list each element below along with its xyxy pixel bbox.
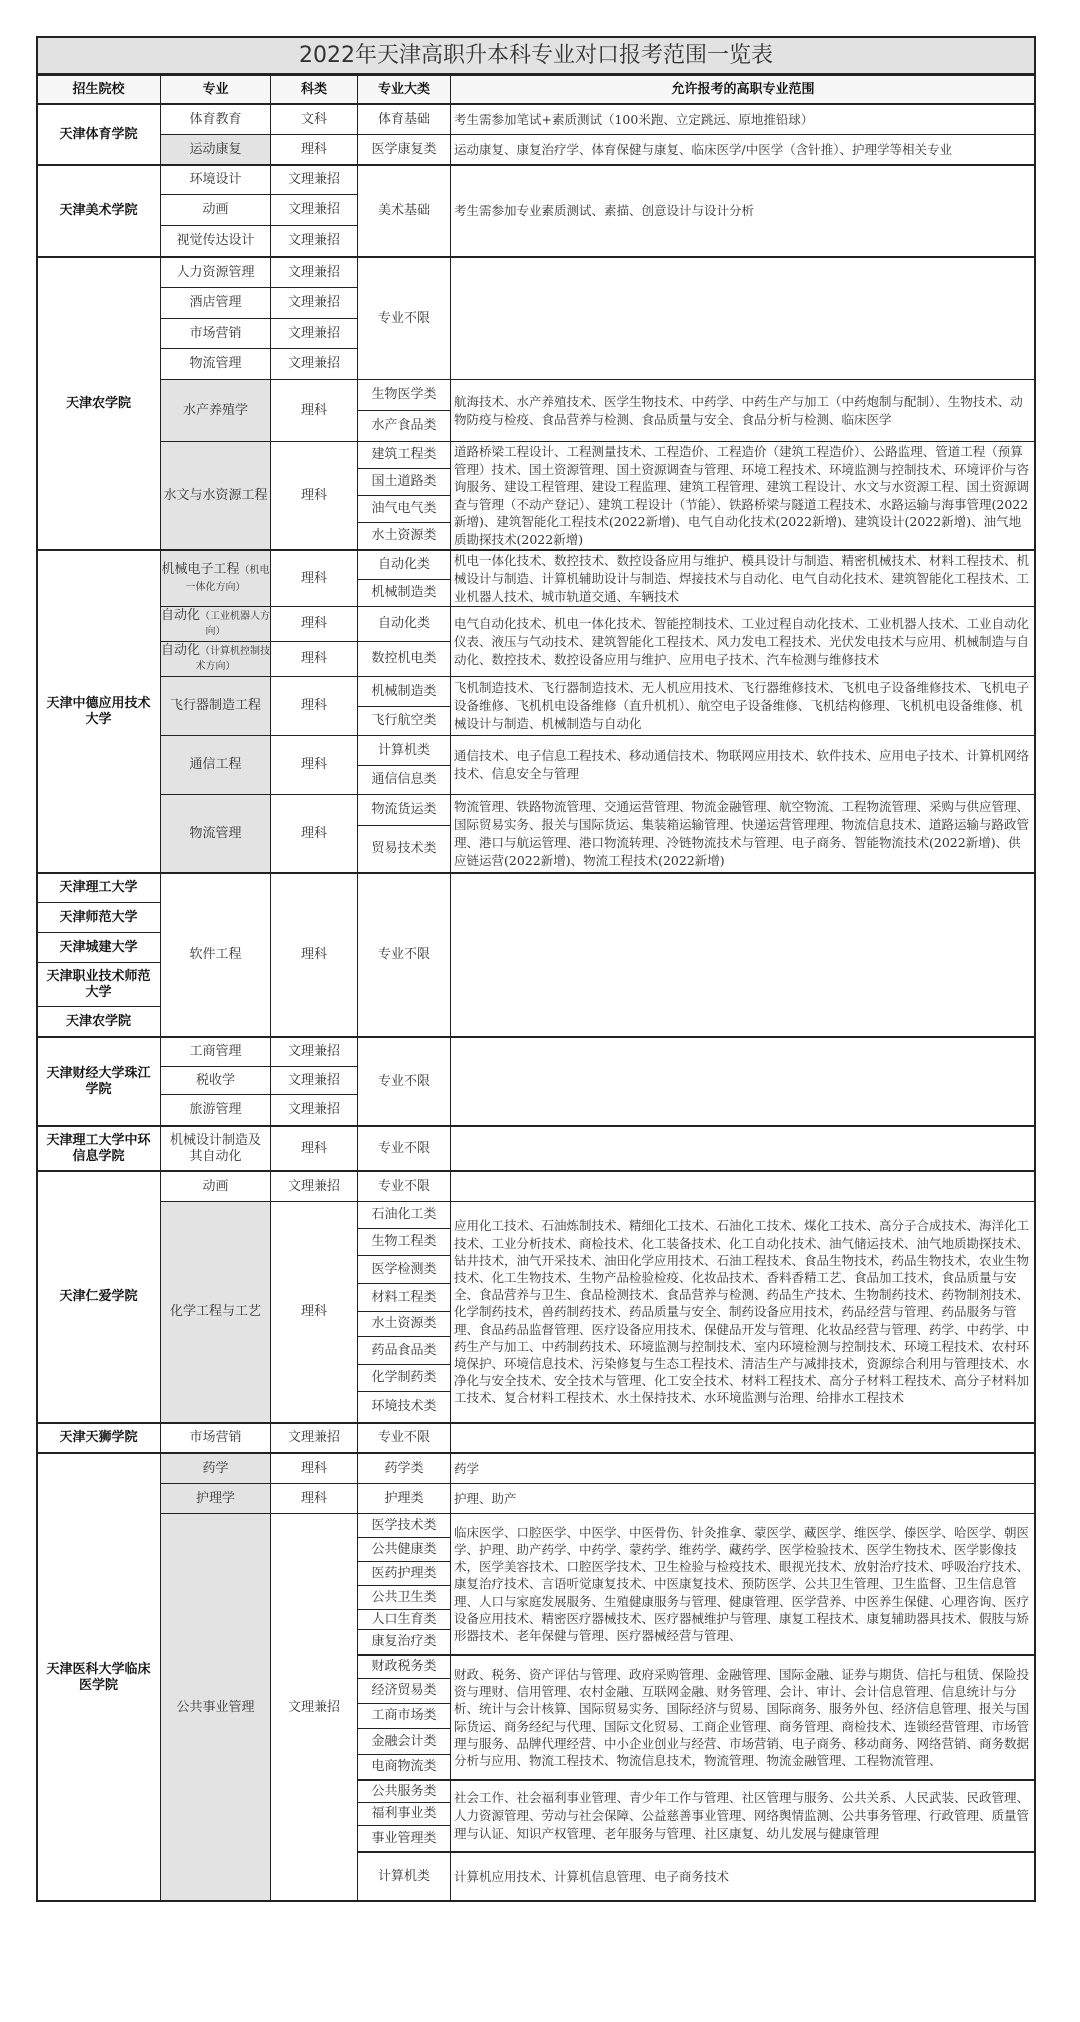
school-cell: 天津体育学院	[36, 104, 161, 165]
major-note: （工业机器人方向）	[200, 611, 271, 637]
major-cell: 软件工程	[160, 872, 271, 1037]
major-cell: 税收学	[160, 1066, 271, 1095]
field-cell: 通信信息类	[357, 765, 451, 795]
range-cell: 飞机制造技术、飞行器制造技术、无人机应用技术、飞行器维修技术、飞机电子设备维修技术、飞机电子设备维修、飞机机电设备维修（直升机机）、航空电子设备维修、飞机结构修理、飞机机电设备维修、机械设计与制造、机械制造与自动化	[450, 676, 1036, 736]
major-cell	[160, 549, 271, 607]
major-cell: 市场营销	[160, 1422, 271, 1453]
range-cell: 道路桥梁工程设计、工程测量技术、工程造价、工程造价（建筑工程造价）、公路监理、管道工程（预算管理）技术、国土资源管理、国土资源调查与管理、环境工程技术、环境监测与控制技术、环境评价与咨询服务、建设工程管理、建设工程监理、建筑工程管理、建筑工程设计、水文与水资源工程、国土资源调查与管理（不动产登记）、建筑工程设计（节能）、铁路桥梁与隧道工程技术、水路运输与海事管理(2022新增)、建筑智能化工程技术(2022新增)、电气自动化技术(2022新增)、建筑设计(2022新增)、油气地质勘探技术(2022新增)	[450, 441, 1036, 550]
category-cell: 文理兼招	[270, 1170, 358, 1202]
major-cell	[160, 606, 271, 642]
range-cell: 护理、助产	[450, 1483, 1036, 1514]
range-cell: 电气自动化技术、机电一体化技术、智能控制技术、工业过程自动化技术、工业机器人技术、工业自动化仪表、液压与气动技术、建筑智能化工程技术、风力发电工程技术、光伏发电技术与应用、机械制造与自动化、数控技术、数控设备应用与维护、应用电子技术、汽车检测与维修技术	[450, 606, 1036, 677]
category-cell: 文理兼招	[270, 1422, 358, 1453]
field-cell: 公共卫生类	[357, 1585, 451, 1610]
range-cell	[450, 256, 1036, 380]
range-cell: 运动康复、康复治疗学、体育保健与康复、临床医学/中医学（含针推）、护理学等相关专业	[450, 134, 1036, 165]
range-cell	[450, 872, 1036, 1037]
category-cell: 理科	[270, 1125, 358, 1171]
field-cell: 计算机类	[357, 1851, 451, 1902]
field-cell: 物流货运类	[357, 794, 451, 826]
major-cell: 市场营销	[160, 318, 271, 349]
range-cell: 航海技术、水产养殖技术、医学生物技术、中药学、中药生产与加工（中药炮制与配制）、生物技术、动物防疫与检疫、食品营养与检测、食品质量与安全、食品分析与检测、临床医学	[450, 379, 1036, 442]
field-cell: 康复治疗类	[357, 1629, 451, 1655]
field-cell: 机械制造类	[357, 676, 451, 707]
school-cell: 天津中德应用技术大学	[36, 549, 161, 873]
category-cell: 文科	[270, 104, 358, 135]
field-cell: 药学类	[357, 1452, 451, 1484]
field-cell: 数控机电类	[357, 641, 451, 677]
field-cell: 水土资源类	[357, 522, 451, 550]
field-cell: 财政税务类	[357, 1654, 451, 1679]
field-cell: 自动化类	[357, 606, 451, 642]
header-category: 科类	[270, 74, 358, 105]
school-cell: 天津农学院	[36, 256, 161, 550]
category-cell: 文理兼招	[270, 348, 358, 380]
major-cell: 药学	[160, 1452, 271, 1484]
field-cell: 公共服务类	[357, 1779, 451, 1803]
field-cell: 医药护理类	[357, 1561, 451, 1586]
field-cell: 美术基础	[357, 164, 451, 257]
major-cell: 护理学	[160, 1483, 271, 1514]
category-cell: 理科	[270, 1483, 358, 1514]
category-cell: 理科	[270, 549, 358, 607]
header-range: 允许报考的高职专业范围	[450, 74, 1036, 105]
major-cell: 物流管理	[160, 794, 271, 873]
range-cell: 考生需参加专业素质测试、素描、创意设计与设计分析	[450, 164, 1036, 257]
major-cell: 人力资源管理	[160, 256, 271, 288]
field-cell: 环境技术类	[357, 1391, 451, 1423]
category-cell: 理科	[270, 794, 358, 873]
school-cell: 天津仁爱学院	[36, 1170, 161, 1423]
range-cell: 应用化工技术、石油炼制技术、精细化工技术、石油化工技术、煤化工技术、高分子合成技术、海洋化工技术、工业分析技术、商检技术、化工装备技术、化工自动化技术、油气储运技术、油气地质勘探技术、钻井技术，油气开采技术、油田化学应用技术、石油工程技术、食品生物技术，药品生物技术，农业生物技术、化工生物技术、生物产品检验检疫、化妆品技术、香料香精工艺、食品加工技术，食品质量与安全、食品营养与卫生、食品检测技术、食品营养与检测、药品生产技术、生物制药技术、药物制剂技术、化学制药技术，兽药制药技术、药品质量与安全、制药设备应用技术，药品经营与管理、药品服务与管理、食品药品监督管理、医疗设备应用技术、保健品开发与管理、化妆品经营与管理、药学、中药学、中药生产与加工、中药制药技术、环境监测与控制技术、室内环境检测与控制技术、环境工程技术、农村环境保护、环境信息技术、污染修复与生态工程技术、清洁生产与减排技术，资源综合利用与管理技术、水净化与安全技术、安全技术与管理、化工安全技术、材料工程技术、高分子材料工程技术、高分子材料加工技术、复合材料工程技术、水土保持技术、水环境监测与治理、给排水工程技术	[450, 1201, 1036, 1423]
field-cell: 专业不限	[357, 256, 451, 380]
school-cell: 天津农学院	[36, 1006, 161, 1037]
major-main: 机械电子工程	[161, 561, 240, 577]
field-cell: 国土道路类	[357, 468, 451, 496]
range-cell: 机电一体化技术、数控技术、数控设备应用与维护、模具设计与制造、精密机械技术、材料工程技术、机械设计与制造、计算机辅助设计与制造、焊接技术与自动化、电气自动化技术、建筑智能化工程技术、工业机器人技术、城市轨道交通、车辆技术	[450, 549, 1036, 607]
category-cell: 理科	[270, 735, 358, 795]
range-cell: 物流管理、铁路物流管理、交通运营管理、物流金融管理、航空物流、工程物流管理、采购与供应管理、国际贸易实务、报关与国际货运、集装箱运输管理、快递运营管理理、物流信息技术、道路运输与路政管理、港口与航运管理、港口物流转理、冷链物流技术与管理、电子商务、智能物流技术(2022新增)、供应链运营(2022新增)、物流工程技术(2022新增)	[450, 794, 1036, 873]
field-cell: 专业不限	[357, 1170, 451, 1202]
category-cell: 理科	[270, 379, 358, 442]
field-cell: 专业不限	[357, 1125, 451, 1171]
category-cell: 文理兼招	[270, 1036, 358, 1067]
field-cell: 电商物流类	[357, 1754, 451, 1780]
category-cell: 理科	[270, 1201, 358, 1423]
major-cell: 公共事业管理	[160, 1513, 271, 1902]
major-cell: 酒店管理	[160, 287, 271, 319]
field-cell: 体育基础	[357, 104, 451, 135]
category-cell: 文理兼招	[270, 318, 358, 349]
major-cell: 化学工程与工艺	[160, 1201, 271, 1423]
field-cell: 人口生育类	[357, 1609, 451, 1630]
range-cell: 考生需参加笔试+素质测试（100米跑、立定跳远、原地推铅球）	[450, 104, 1036, 135]
major-cell: 体育教育	[160, 104, 271, 135]
header-major: 专业	[160, 74, 271, 105]
field-cell: 医学康复类	[357, 134, 451, 165]
field-cell: 材料工程类	[357, 1283, 451, 1312]
major-cell: 机械设计制造及其自动化	[160, 1125, 271, 1171]
range-cell	[450, 1422, 1036, 1453]
field-cell: 生物工程类	[357, 1228, 451, 1256]
major-cell: 工商管理	[160, 1036, 271, 1067]
major-note: （计算机控制技术方向）	[195, 646, 271, 672]
range-cell: 临床医学、口腔医学、中医学、中医骨伤、针灸推拿、蒙医学、藏医学、维医学、傣医学、哈医学、朝医学、护理、助产药学、中药学、蒙药学、维药学、藏药学、医学检验技术、医学生物技术、医学影像技术，医学美容技术、口腔医学技术、卫生检验与检疫技术、眼视光技术、放射治疗技术、呼吸治疗技术、康复治疗技术、言语听觉康复技术、中医康复技术、预防医学、公共卫生管理、卫生监督、卫生信息管理、人口与家庭发展服务、生殖健康服务与管理、健康管理、医学营养、中医养生保健、心理咨询、医疗设备应用技术、精密医疗器械技术、医疗器械维护与管理、康复工程技术、康复辅助器具技术、假肢与矫形器技术、老年保健与管理、医疗器械经营与管理、	[450, 1513, 1036, 1655]
field-cell: 护理类	[357, 1483, 451, 1514]
field-cell: 石油化工类	[357, 1201, 451, 1229]
field-cell: 自动化类	[357, 549, 451, 580]
field-cell: 贸易技术类	[357, 825, 451, 873]
major-main: 自动化	[161, 643, 201, 658]
major-cell: 旅游管理	[160, 1094, 271, 1126]
field-cell: 福利事业类	[357, 1802, 451, 1826]
school-cell: 天津财经大学珠江学院	[36, 1036, 161, 1126]
field-cell: 机械制造类	[357, 579, 451, 607]
range-cell: 社会工作、社会福利事业管理、青少年工作与管理、社区管理与服务、公共关系、人民武装、民政管理、人力资源管理、劳动与社会保障、公益慈善事业管理、网络舆情监测、公共事务管理、行政管理、质量管理与认证、知识产权管理、老年服务与管理、社区康复、幼儿发展与健康管理	[450, 1779, 1036, 1852]
major-cell: 水产养殖学	[160, 379, 271, 442]
major-cell: 动画	[160, 194, 271, 226]
range-cell	[450, 1125, 1036, 1171]
category-cell: 理科	[270, 441, 358, 550]
major-cell: 飞行器制造工程	[160, 676, 271, 736]
category-cell: 文理兼招	[270, 287, 358, 319]
school-cell: 天津医科大学临床医学院	[36, 1452, 161, 1902]
category-cell: 文理兼招	[270, 194, 358, 226]
major-note: （机电一体化方向）	[185, 564, 270, 593]
school-cell: 天津理工大学中环信息学院	[36, 1125, 161, 1171]
field-cell: 飞行航空类	[357, 706, 451, 736]
range-cell: 药学	[450, 1452, 1036, 1484]
major-cell: 运动康复	[160, 134, 271, 165]
field-cell: 工商市场类	[357, 1703, 451, 1729]
major-cell: 动画	[160, 1170, 271, 1202]
field-cell: 专业不限	[357, 872, 451, 1037]
field-cell: 计算机类	[357, 735, 451, 766]
category-cell: 文理兼招	[270, 164, 358, 195]
field-cell: 金融会计类	[357, 1728, 451, 1755]
school-cell: 天津天狮学院	[36, 1422, 161, 1453]
category-cell: 理科	[270, 872, 358, 1037]
field-cell: 专业不限	[357, 1036, 451, 1126]
field-cell: 生物医学类	[357, 379, 451, 411]
field-cell: 化学制药类	[357, 1364, 451, 1392]
school-cell: 天津美术学院	[36, 164, 161, 257]
field-cell: 事业管理类	[357, 1825, 451, 1852]
field-cell: 油气电气类	[357, 495, 451, 523]
major-cell: 水文与水资源工程	[160, 441, 271, 550]
category-cell: 文理兼招	[270, 1066, 358, 1095]
range-cell	[450, 1036, 1036, 1126]
field-cell: 水产食品类	[357, 410, 451, 442]
page-title: 2022年天津高职升本科专业对口报考范围一览表	[36, 36, 1036, 75]
category-cell: 文理兼招	[270, 225, 358, 257]
major-cell: 物流管理	[160, 348, 271, 380]
range-cell: 计算机应用技术、计算机信息管理、电子商务技术	[450, 1851, 1036, 1902]
category-cell: 文理兼招	[270, 1094, 358, 1126]
header-school: 招生院校	[36, 74, 161, 105]
major-cell: 环境设计	[160, 164, 271, 195]
category-cell: 文理兼招	[270, 256, 358, 288]
field-cell: 公共健康类	[357, 1537, 451, 1562]
major-cell: 通信工程	[160, 735, 271, 795]
field-cell: 经济贸易类	[357, 1678, 451, 1704]
range-cell: 通信技术、电子信息工程技术、移动通信技术、物联网应用技术、软件技术、应用电子技术、计算机网络技术、信息安全与管理	[450, 735, 1036, 795]
category-cell: 理科	[270, 641, 358, 677]
header-field: 专业大类	[357, 74, 451, 105]
school-cell: 天津城建大学	[36, 932, 161, 963]
category-cell: 理科	[270, 676, 358, 736]
major-cell: 视觉传达设计	[160, 225, 271, 257]
range-cell	[450, 1170, 1036, 1202]
school-cell: 天津师范大学	[36, 902, 161, 933]
field-cell: 药品食品类	[357, 1336, 451, 1365]
field-cell: 医学技术类	[357, 1513, 451, 1538]
category-cell: 理科	[270, 606, 358, 642]
field-cell: 专业不限	[357, 1422, 451, 1453]
major-cell	[160, 641, 271, 677]
school-cell: 天津理工大学	[36, 872, 161, 903]
range-cell: 财政、税务、资产评估与管理、政府采购管理、金融管理、国际金融、证券与期货、信托与租赁、保险投资与理财、信用管理、农村金融、互联网金融、财务管理、会计、审计、会计信息管理、信息统计与分析、统计与会计核算、国际贸易实务、国际经济与贸易、国际商务、服务外包、经济信息管理、报关与国际货运、商务经纪与代理、国际文化贸易、工商企业管理、商务管理、商检技术、连锁经营管理、市场管理与服务、品牌代理经营、中小企业创业与经营、市场营销、电子商务、移动商务、网络营销、商务数据分析与应用、物流工程技术、物流信息技术，物流管理、物流金融管理、工程物流管理、	[450, 1654, 1036, 1780]
category-cell: 文理兼招	[270, 1513, 358, 1902]
field-cell: 医学检测类	[357, 1255, 451, 1284]
category-cell: 理科	[270, 1452, 358, 1484]
school-cell: 天津职业技术师范大学	[36, 962, 161, 1007]
field-cell: 水土资源类	[357, 1311, 451, 1337]
field-cell: 建筑工程类	[357, 441, 451, 469]
category-cell: 理科	[270, 134, 358, 165]
major-main: 自动化	[161, 608, 201, 623]
